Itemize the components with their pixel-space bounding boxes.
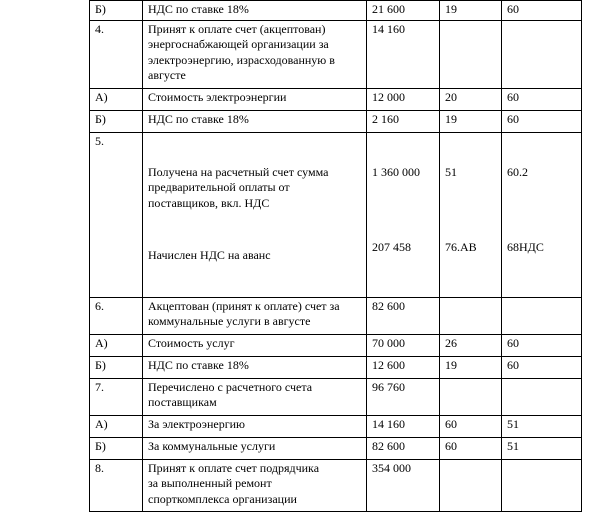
debit-account — [440, 132, 502, 297]
row-number: А) — [90, 415, 143, 437]
credit-account — [502, 132, 582, 297]
table-row — [90, 334, 582, 356]
table-row — [90, 132, 582, 297]
journal-table — [89, 0, 582, 512]
row-number: 8. — [90, 459, 143, 511]
row-number: Б) — [90, 437, 143, 459]
credit-account: 60 — [502, 88, 582, 110]
amount-cell: 82 600 — [367, 297, 440, 334]
row-number: Б) — [90, 110, 143, 132]
operation-description: Стоимость услуг — [143, 334, 367, 356]
operation-description-secondary: Начислен НДС на аванс — [148, 248, 271, 262]
debit-account: 19 — [440, 1, 502, 21]
table-row — [90, 378, 582, 415]
credit-account: 51 — [502, 415, 582, 437]
debit-account-secondary: 76.АВ — [445, 240, 477, 254]
table-row — [90, 20, 582, 88]
document-page — [89, 0, 581, 512]
operation-description: НДС по ставке 18% — [143, 110, 367, 132]
table-row — [90, 88, 582, 110]
table-row — [90, 297, 582, 334]
operation-description-main: Получена на расчетный счет сумма предварительной оплаты от поставщиков, вкл. НДС — [148, 164, 329, 210]
debit-account: 20 — [440, 88, 502, 110]
credit-account-main: 60.2 — [507, 164, 528, 179]
credit-account: 60 — [502, 110, 582, 132]
operation-description: Принят к оплате счет (акцептован) энергоснабжающей организации за электроэнергию, израсходованную в августе — [143, 20, 367, 88]
row-number: А) — [90, 334, 143, 356]
operation-description: Акцептован (принят к оплате) счет за коммунальные услуги в августе — [143, 297, 367, 334]
amount-main: 1 360 000 — [372, 164, 420, 179]
credit-account — [502, 378, 582, 415]
operation-description: Стоимость электроэнергии — [143, 88, 367, 110]
amount-cell — [367, 132, 440, 297]
credit-account — [502, 20, 582, 88]
debit-account — [440, 297, 502, 334]
operation-description: Принят к оплате счет подрядчика за выполненный ремонт спорткомплекса организации — [143, 459, 367, 511]
amount-cell: 354 000 — [367, 459, 440, 511]
operation-description: За электроэнергию — [143, 415, 367, 437]
row-number: 6. — [90, 297, 143, 334]
amount-cell: 12 600 — [367, 356, 440, 378]
debit-account: 19 — [440, 110, 502, 132]
credit-account — [502, 459, 582, 511]
credit-account: 60 — [502, 1, 582, 21]
amount-cell: 12 000 — [367, 88, 440, 110]
row-number: 7. — [90, 378, 143, 415]
amount-secondary: 207 458 — [372, 240, 411, 254]
debit-account: 60 — [440, 415, 502, 437]
debit-account — [440, 20, 502, 88]
credit-account: 60 — [502, 334, 582, 356]
debit-account: 60 — [440, 437, 502, 459]
amount-cell: 82 600 — [367, 437, 440, 459]
amount-cell: 70 000 — [367, 334, 440, 356]
amount-cell: 14 160 — [367, 415, 440, 437]
debit-account — [440, 459, 502, 511]
debit-account: 26 — [440, 334, 502, 356]
amount-cell: 96 760 — [367, 378, 440, 415]
table-row — [90, 415, 582, 437]
debit-account-main: 51 — [445, 164, 457, 179]
debit-account — [440, 378, 502, 415]
row-number: 4. — [90, 20, 143, 88]
credit-account: 51 — [502, 437, 582, 459]
table-row — [90, 459, 582, 511]
operation-description: НДС по ставке 18% — [143, 356, 367, 378]
amount-cell: 14 160 — [367, 20, 440, 88]
credit-account-secondary: 68НДС — [507, 240, 544, 254]
row-number: 5. — [90, 132, 143, 297]
operation-description: Перечислено с расчетного счета поставщикам — [143, 378, 367, 415]
row-number: А) — [90, 88, 143, 110]
table-row — [90, 1, 582, 21]
table-row — [90, 356, 582, 378]
operation-description: За коммунальные услуги — [143, 437, 367, 459]
operation-description — [143, 132, 367, 297]
credit-account — [502, 297, 582, 334]
amount-cell: 2 160 — [367, 110, 440, 132]
amount-cell: 21 600 — [367, 1, 440, 21]
debit-account: 19 — [440, 356, 502, 378]
table-row — [90, 110, 582, 132]
row-number: Б) — [90, 1, 143, 21]
operation-description: НДС по ставке 18% — [143, 1, 367, 21]
row-number: Б) — [90, 356, 143, 378]
table-row — [90, 437, 582, 459]
credit-account: 60 — [502, 356, 582, 378]
